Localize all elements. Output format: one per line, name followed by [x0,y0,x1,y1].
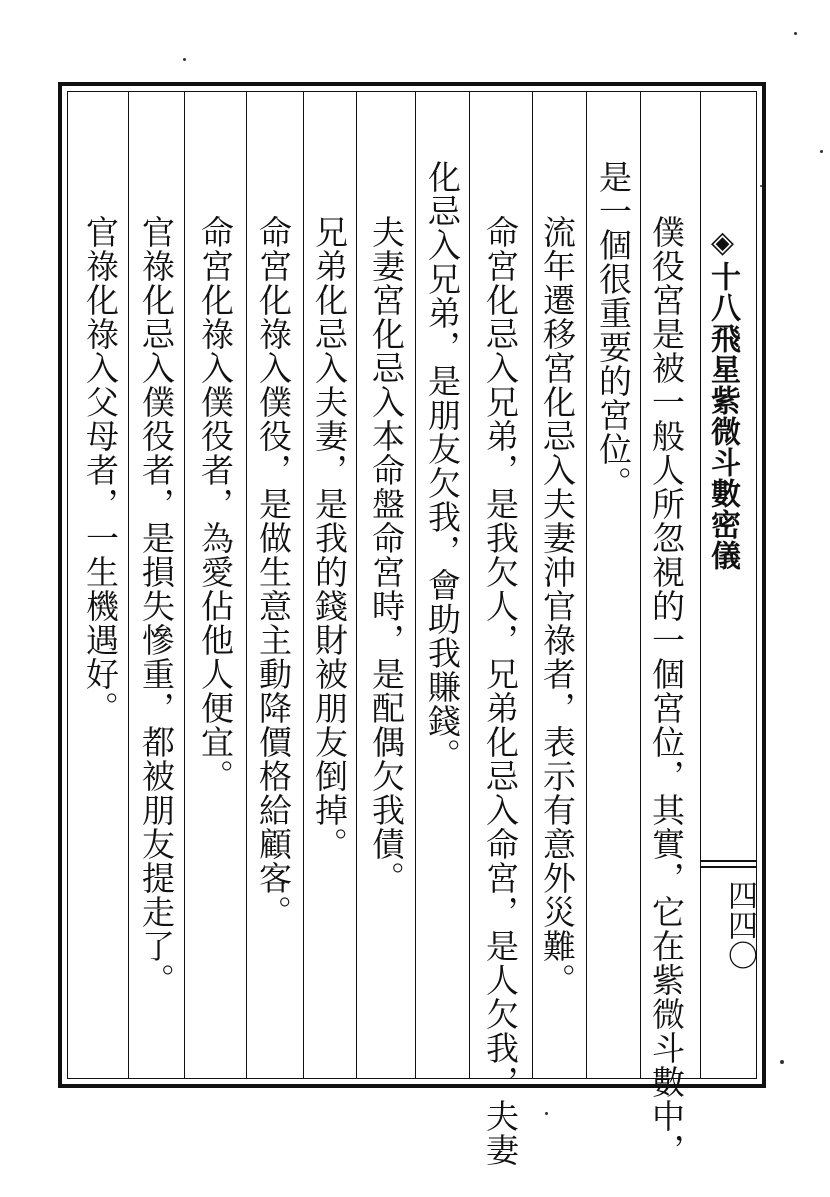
text-line: 官祿化忌入僕役者，是損失慘重，都被朋友提走了。 [137,215,176,997]
text-line: 兄弟化忌入夫妻，是我的錢財被朋友倒掉。 [310,215,349,861]
column-rule [469,91,470,1079]
column-rule [303,91,304,1079]
column-rule [184,91,185,1079]
page-number: 四四〇 [722,880,757,970]
scan-speck [183,58,186,61]
text-line: 僕役宮是被一般人所忽視的一個宮位，其實，它在紫微斗數中， [647,215,686,1167]
column-rule [640,91,641,1079]
scan-speck [794,32,797,35]
text-line: 官祿化祿入父母者，一生機遇好。 [81,215,120,725]
text-line: 是一個很重要的宮位。 [594,160,633,500]
column-rule [586,91,587,1079]
column-rule [246,91,247,1079]
scan-speck [760,185,762,187]
text-line: 流年遷移宮化忌入夫妻沖官祿者，表示有意外災難。 [538,215,577,997]
text-line: 命宮化祿入僕役，是做生意主動降價格給顧客。 [254,215,293,929]
text-line: 命宮化忌入兄弟，是我欠人，兄弟化忌入命宮，是人欠我，夫妻 [481,215,520,1167]
text-line: 命宮化祿入僕役者，為愛佔他人便宜。 [196,215,235,793]
header-divider [700,866,757,868]
text-line: 化忌入兄弟，是朋友欠我，會助我賺錢。 [423,160,462,772]
text-line: 夫妻宮化忌入本命盤命宮時，是配偶欠我債。 [367,215,406,895]
column-rule [356,91,357,1079]
running-header: ◈十八飛星紫微斗數密儀 [705,225,740,571]
column-rule [415,91,416,1079]
scan-speck [820,150,823,153]
scan-speck [780,1060,784,1064]
header-divider [700,860,757,862]
scan-speck [545,1112,548,1115]
column-rule [128,91,129,1079]
column-rule [532,91,533,1079]
